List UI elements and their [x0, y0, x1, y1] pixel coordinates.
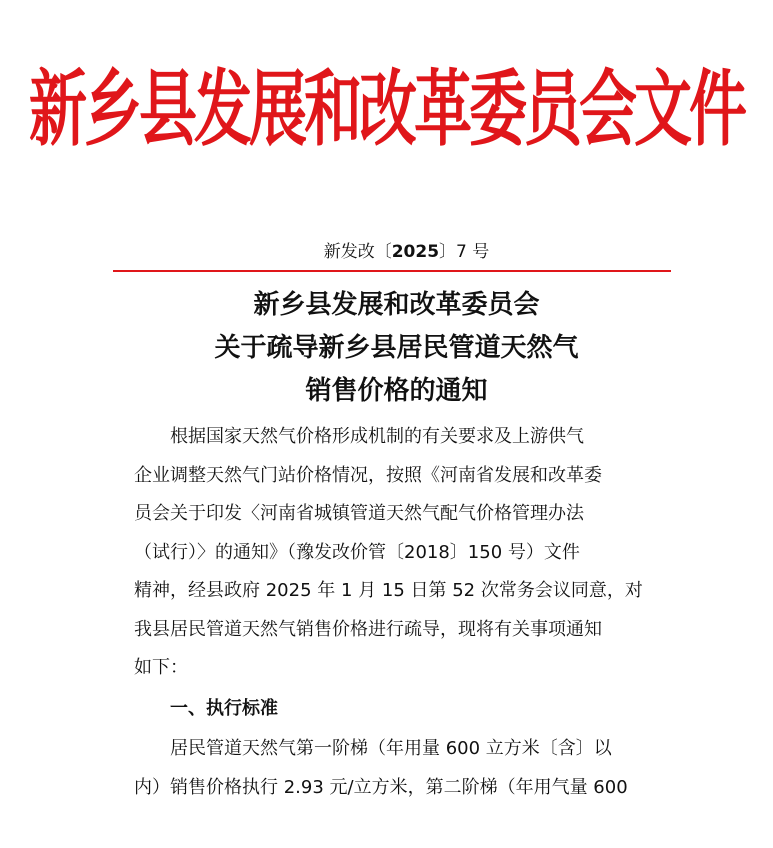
document-number: [0, 244, 773, 261]
red-divider-rule: [113, 270, 671, 272]
body-line: 内）销售价格执行 2.93 元/立方米，第二阶梯（年用气量 600: [134, 776, 628, 798]
title-line-2: 关于疏导新乡县居民管道天然气: [214, 333, 579, 363]
body-line: 精神，经县政府 2025 年 1 月 15 日第 52 次常务会议同意，对: [134, 580, 643, 601]
body-line: 居民管道天然气第一阶梯（年用量 600 立方米〔含〕以: [170, 738, 612, 759]
doc-number-prefix: 新发改〔: [323, 242, 392, 262]
body-line: 我县居民管道天然气销售价格进行疏导，现将有关事项通知: [134, 618, 602, 640]
issuer-masthead: 新乡县发展和改革委员会文件: [28, 60, 744, 158]
body-line: （试行）〉的通知》（豫发改价管〔2018〕150 号）文件: [134, 541, 580, 563]
document-title: [0, 284, 773, 413]
doc-number-year: 2025: [391, 242, 440, 262]
doc-number-suffix: 〕7 号: [439, 242, 490, 262]
section-heading: 一、执行标准: [170, 697, 278, 719]
document-body: [134, 418, 658, 807]
body-line: 员会关于印发〈河南省城镇管道天然气配气价格管理办法: [134, 503, 584, 524]
body-line: 如下：: [134, 657, 188, 678]
title-line-3: 销售价格的通知: [305, 376, 488, 406]
body-line: 企业调整天然气门站价格情况，按照《河南省发展和改革委: [134, 464, 602, 486]
body-line: 根据国家天然气价格形成机制的有关要求及上游供气: [170, 426, 584, 447]
title-line-1: 新乡县发展和改革委员会: [253, 290, 540, 320]
